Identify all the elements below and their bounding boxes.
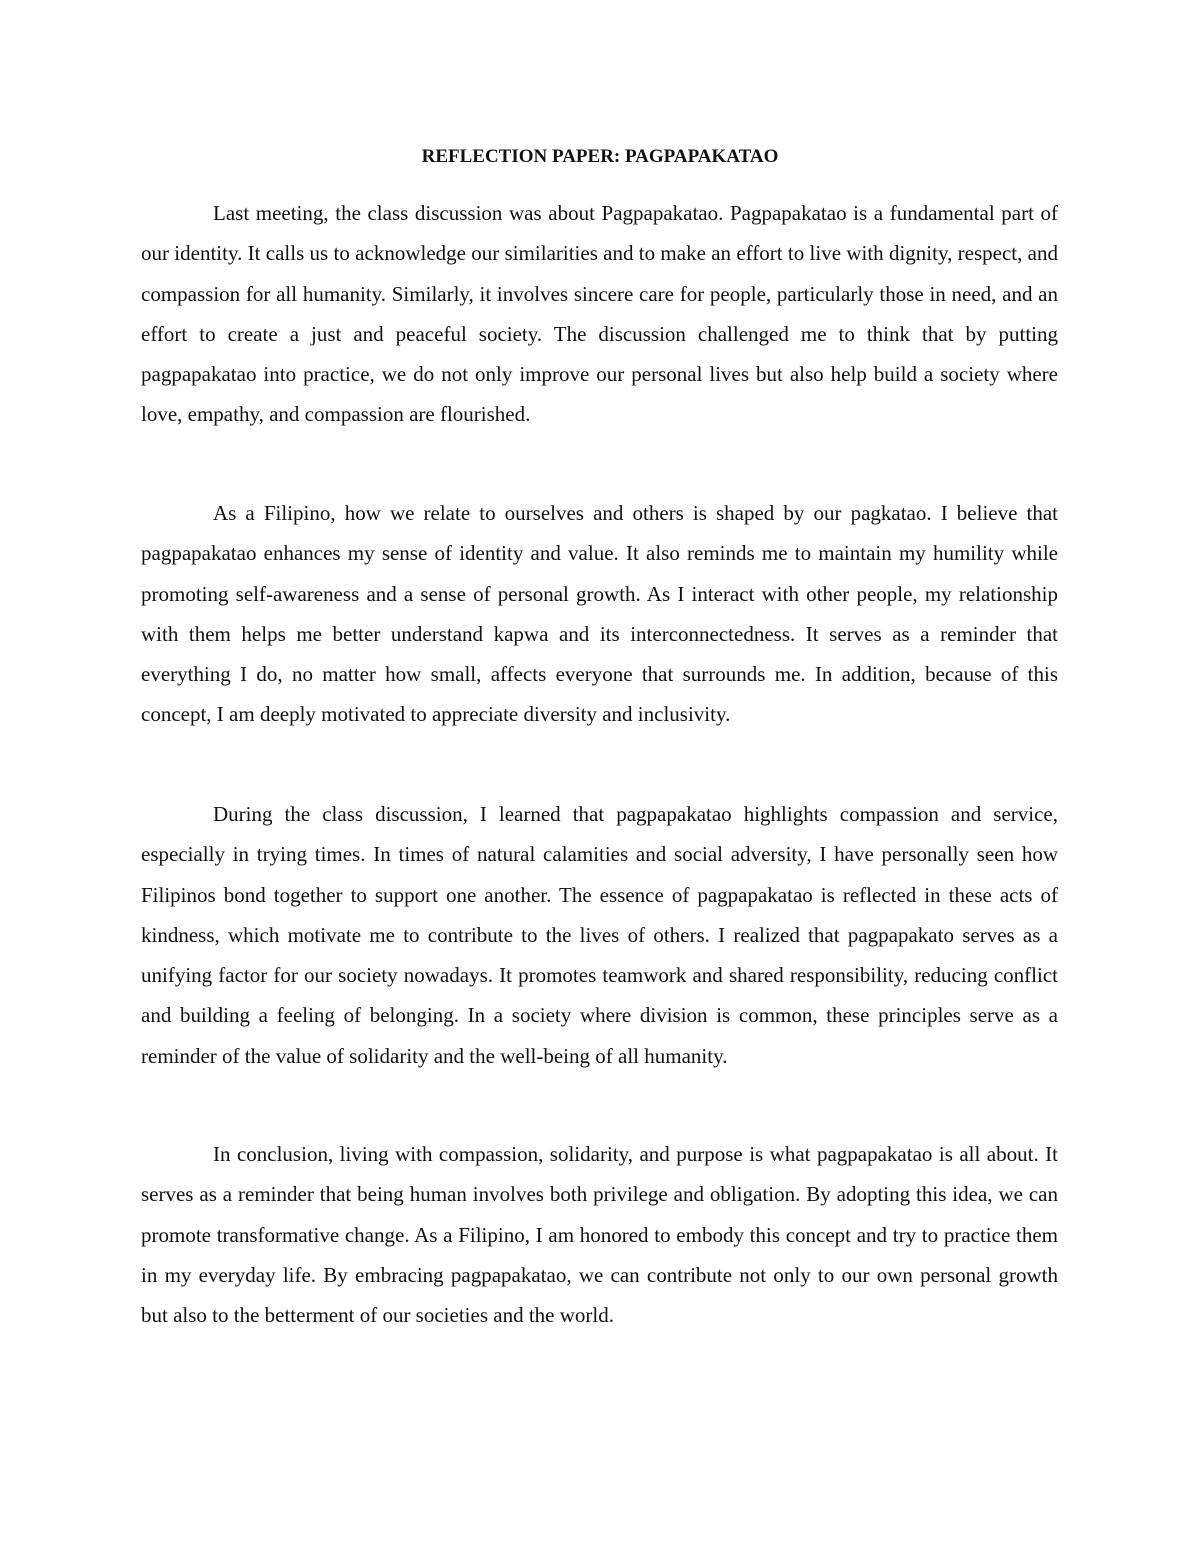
paragraph-conclusion: In conclusion, living with compassion, solidarity, and purpose is what pagpapakatao is all about. It serves as a reminder that being human involves both privilege and obligation. By adopting this idea, we can promote transformative change. As a Filipino, I am honored to embody this concept and try to practice them in my everyday life. By embracing pagpapakatao, we can contribute not only to our own personal growth but also to the betterment of our societies and the world. — [141, 1142, 1058, 1328]
paragraph-filipino-identity: As a Filipino, how we relate to ourselves and others is shaped by our pagkatao. I believe that pagpapakatao enhances my sense of identity and value. It also reminds me to maintain my humility while promoting self-awareness and a sense of personal growth. As I interact with other people, my relationship with them helps me better understand kapwa and its interconnectedness. It serves as a reminder that everything I do, no matter how small, affects everyone that surrounds me. In addition, because of this concept, I am deeply motivated to appreciate diversity and inclusivity. — [141, 501, 1058, 727]
paragraph-class-discussion: During the class discussion, I learned that pagpapakatao highlights compassion and service, especially in trying times. In times of natural calamities and social adversity, I have personally seen how Filipinos bond together to support one another. The essence of pagpapakatao is reflected in these acts of kindness, which motivate me to contribute to the lives of others. I realized that pagpapakato serves as a unifying factor for our society nowadays. It promotes teamwork and shared responsibility, reducing conflict and building a feeling of belonging. In a society where division is common, these principles serve as a reminder of the value of solidarity and the well-being of all humanity. — [141, 802, 1058, 1068]
paragraph-introduction: Last meeting, the class discussion was about Pagpapakatao. Pagpapakatao is a fundamental part of our identity. It calls us to acknowledge our similarities and to make an effort to live with dignity, respect, and compassion for all humanity. Similarly, it involves sincere care for people, particularly those in need, and an effort to create a just and peaceful society. The discussion challenged me to think that by putting pagpapakatao into practice, we do not only improve our personal lives but also help build a society where love, empathy, and compassion are flourished. — [141, 201, 1058, 427]
document-title: REFLECTION PAPER: PAGPAPAKATAO — [421, 146, 779, 167]
